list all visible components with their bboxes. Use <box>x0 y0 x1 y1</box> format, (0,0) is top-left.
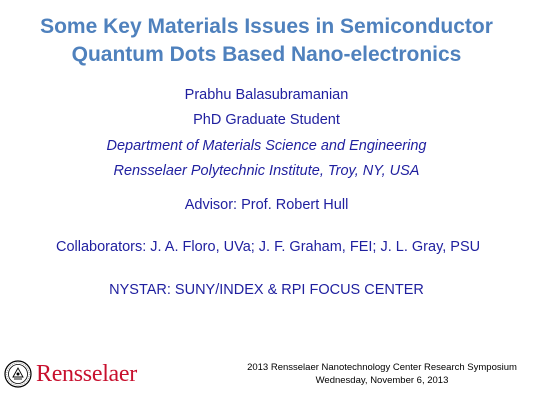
slide-title-line-2: Quantum Dots Based Nano-electronics <box>71 43 462 66</box>
presenter-role: PhD Graduate Student <box>193 112 340 128</box>
institution: Rensselaer Polytechnic Institute, Troy, NY, USA <box>113 163 420 179</box>
presenter-name: Prabhu Balasubramanian <box>184 87 349 103</box>
slide-title-line-1: Some Key Materials Issues in Semiconductor <box>40 15 493 38</box>
collaborators: Collaborators: J. A. Floro, UVa; J. F. Graham, FEI; J. L. Gray, PSU <box>56 239 481 255</box>
rensselaer-logo <box>4 360 164 390</box>
university-seal-icon <box>4 360 32 388</box>
department: Department of Materials Science and Engineering <box>106 138 427 154</box>
funding-sources: NYSTAR: SUNY/INDEX & RPI FOCUS CENTER <box>109 282 424 298</box>
advisor: Advisor: Prof. Robert Hull <box>184 197 349 213</box>
logo-wordmark: Rensselaer <box>36 361 137 387</box>
event-name: 2013 Rensselaer Nanotechnology Center Research Symposium <box>247 362 517 373</box>
event-date: Wednesday, November 6, 2013 <box>315 375 449 386</box>
